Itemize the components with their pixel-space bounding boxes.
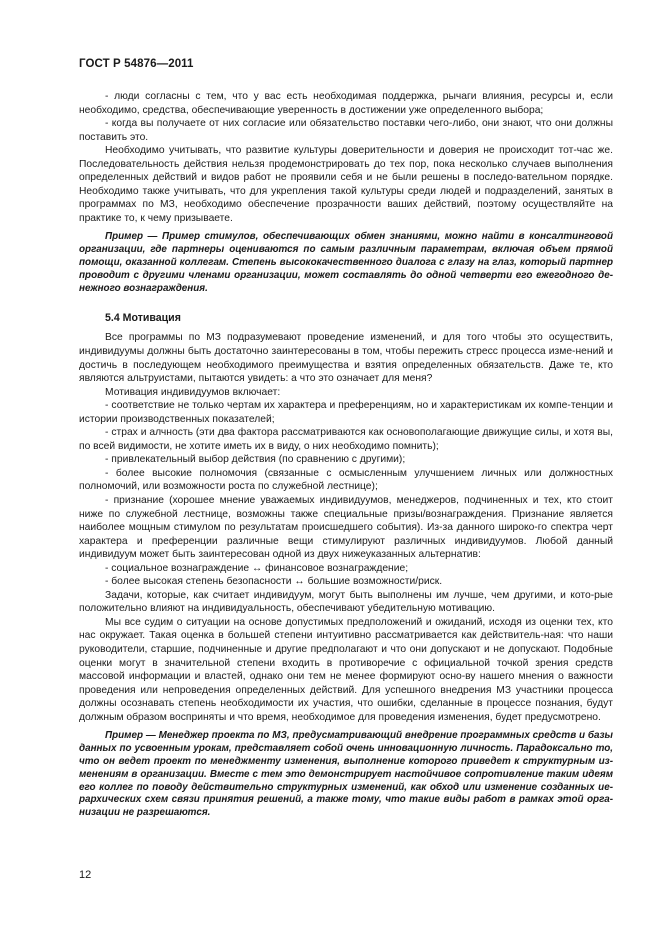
bullet-traits: - соответствие не только чертам их характера и преференциям, но и характеристикам их компе-тенции и истории производственных показателей; (79, 400, 613, 425)
paragraph-judgement: Мы все судим о ситуации на основе допустимых предположений и ожиданий, исходя из оценки тех, кто нас окружает. Такая оценка в большей степени интуитивно рассматривается как действитель-ная: что наши руководители, старшие, подчиненные и другие предполагают и что они допускают и не допускают. Подобные оценки могут в значительной степени входить в противоречие с официальной точкой зрения средств массовой информации и властей, однако они тем не менее формируют осно-ву нашего мнения о важности проведения или непроведения определенных действий. Для успешного внедрения МЗ участники процесса должны осознавать степень необходимости их участия, что ошибки, сделанные в процессе познания, будут должным образом восприняты и что время, необходимое для проведения изменения, будет предусмотрено. (79, 616, 613, 723)
example-consulting: Пример — Пример стимулов, обеспечивающих обмен знаниями, можно найти в консалтинговой организации, где партнеры оцениваются по самым различным параметрам, включая объем прямой помощи, оказанной коллегам. Степень высококачественного диалога с глазу на глаз, который партнер проводит с другими членами организации, может составлять до одной четверти его ежегодного де-нежного вознаграждения. (79, 231, 613, 294)
paragraph-tasks: Задачи, которые, как считает индивидуум, могут быть выполнены им лучше, чем другими, и кото-рые положительно влияют на индивидуальность, обеспечивают убедительную мотивацию. (79, 589, 613, 615)
bullet-security: - более высокая степень безопасности ↔ большие возможности/риск. (105, 576, 443, 588)
bullet-recognition: - признание (хорошее мнение уважаемых индивидуумов, менеджеров, подчиненных и тех, кто стоит ниже по служебной лестнице, возможны также специальные призы/вознаграждения. Признание является наиболее мощным стимулом по результатам происшедшего события). Из-за данного широко-го спектра черт характера и преференции различные вещи стимулируют различных индивидуумов. Любой данный индивидуум может быть заинтересован одной из двух нижеуказанных альтернатив: (79, 495, 613, 561)
bullet-agreement: - когда вы получаете от них согласие или обязательство поставки чего-либо, они знают, что они должны поставить это. (79, 118, 613, 143)
document-body (79, 90, 613, 820)
paragraph-trust-culture: Необходимо учитывать, что развитие культуры доверительности и доверия не происходит тот-час же. Последовательность действия нельзя продемонстрировать до тех пор, пока несколько случаев выполнения определенных действий и видов работ не проявили себя и не были решены в последо-вательном порядке. Необходимо также учитывать, что для укрепления такой культуры среди людей и подразделений, занятых в программах по МЗ, необходимо обеспечение прозрачности ваших действий, поэтому осуществляйте на практике то, к чему призываете. (79, 145, 613, 224)
section-heading-motivation: 5.4 Мотивация (105, 312, 181, 325)
bullet-social-reward: - социальное вознаграждение ↔ финансовое вознаграждение; (105, 562, 409, 574)
bullet-attractive-choice: - привлекательный выбор действия (по сравнению с другими); (105, 454, 406, 466)
bullet-authority: - более высокие полномочия (связанные с осмысленным улучшением личных или должностных полномочий, или возможности роста по служебной лестнице); (79, 467, 613, 493)
page-number: 12 (79, 869, 92, 881)
paragraph-motivation-includes: Мотивация индивидуумов включает: (105, 386, 281, 398)
paragraph-programs: Все программы по МЗ подразумевают проведение изменений, и для того чтобы это осуществить, индивидуумы должны быть достаточно заинтересованы в том, чтобы пережить стресс процесса изме-нений и достичь в последующем необходимого преимущества и взятия определенных обязательств. Даже те, кто являются альтруистами, пытаются увидеть: а что это означает для меня? (79, 332, 613, 385)
bullet-support: - люди согласны с тем, что у вас есть необходимая поддержка, рычаги влияния, ресурсы и, если необходимо, средства, обеспечивающие уверенность в достижении уже определенного выбора; (79, 91, 613, 116)
example-project-manager: Пример — Менеджер проекта по МЗ, предусматривающий внедрение программных средств и базы данных по усвоенным урокам, представляет собой очень инновационную личность. Парадоксально то, что он ведет проект по менеджменту изменения, выполнение которого приведет к структурным из-менениям в организации. Вместе с тем это демонстрирует настойчивое сопротивление таким идеям его коллег по поводу действительно структурных изменений, как обход или изменение созданных ие-рархических схем связи принятия решений, а также тому, что такие виды работ в рамках этой орга-низации не разрешаются. (79, 730, 613, 819)
bullet-fear-greed: - страх и алчность (эти два фактора рассматриваются как основополагающие движущие силы, и хотя вы, по всей видимости, не хотите иметь их в виду, о них необходимо помнить); (79, 427, 613, 452)
document-header: ГОСТ Р 54876—2011 (79, 58, 194, 70)
